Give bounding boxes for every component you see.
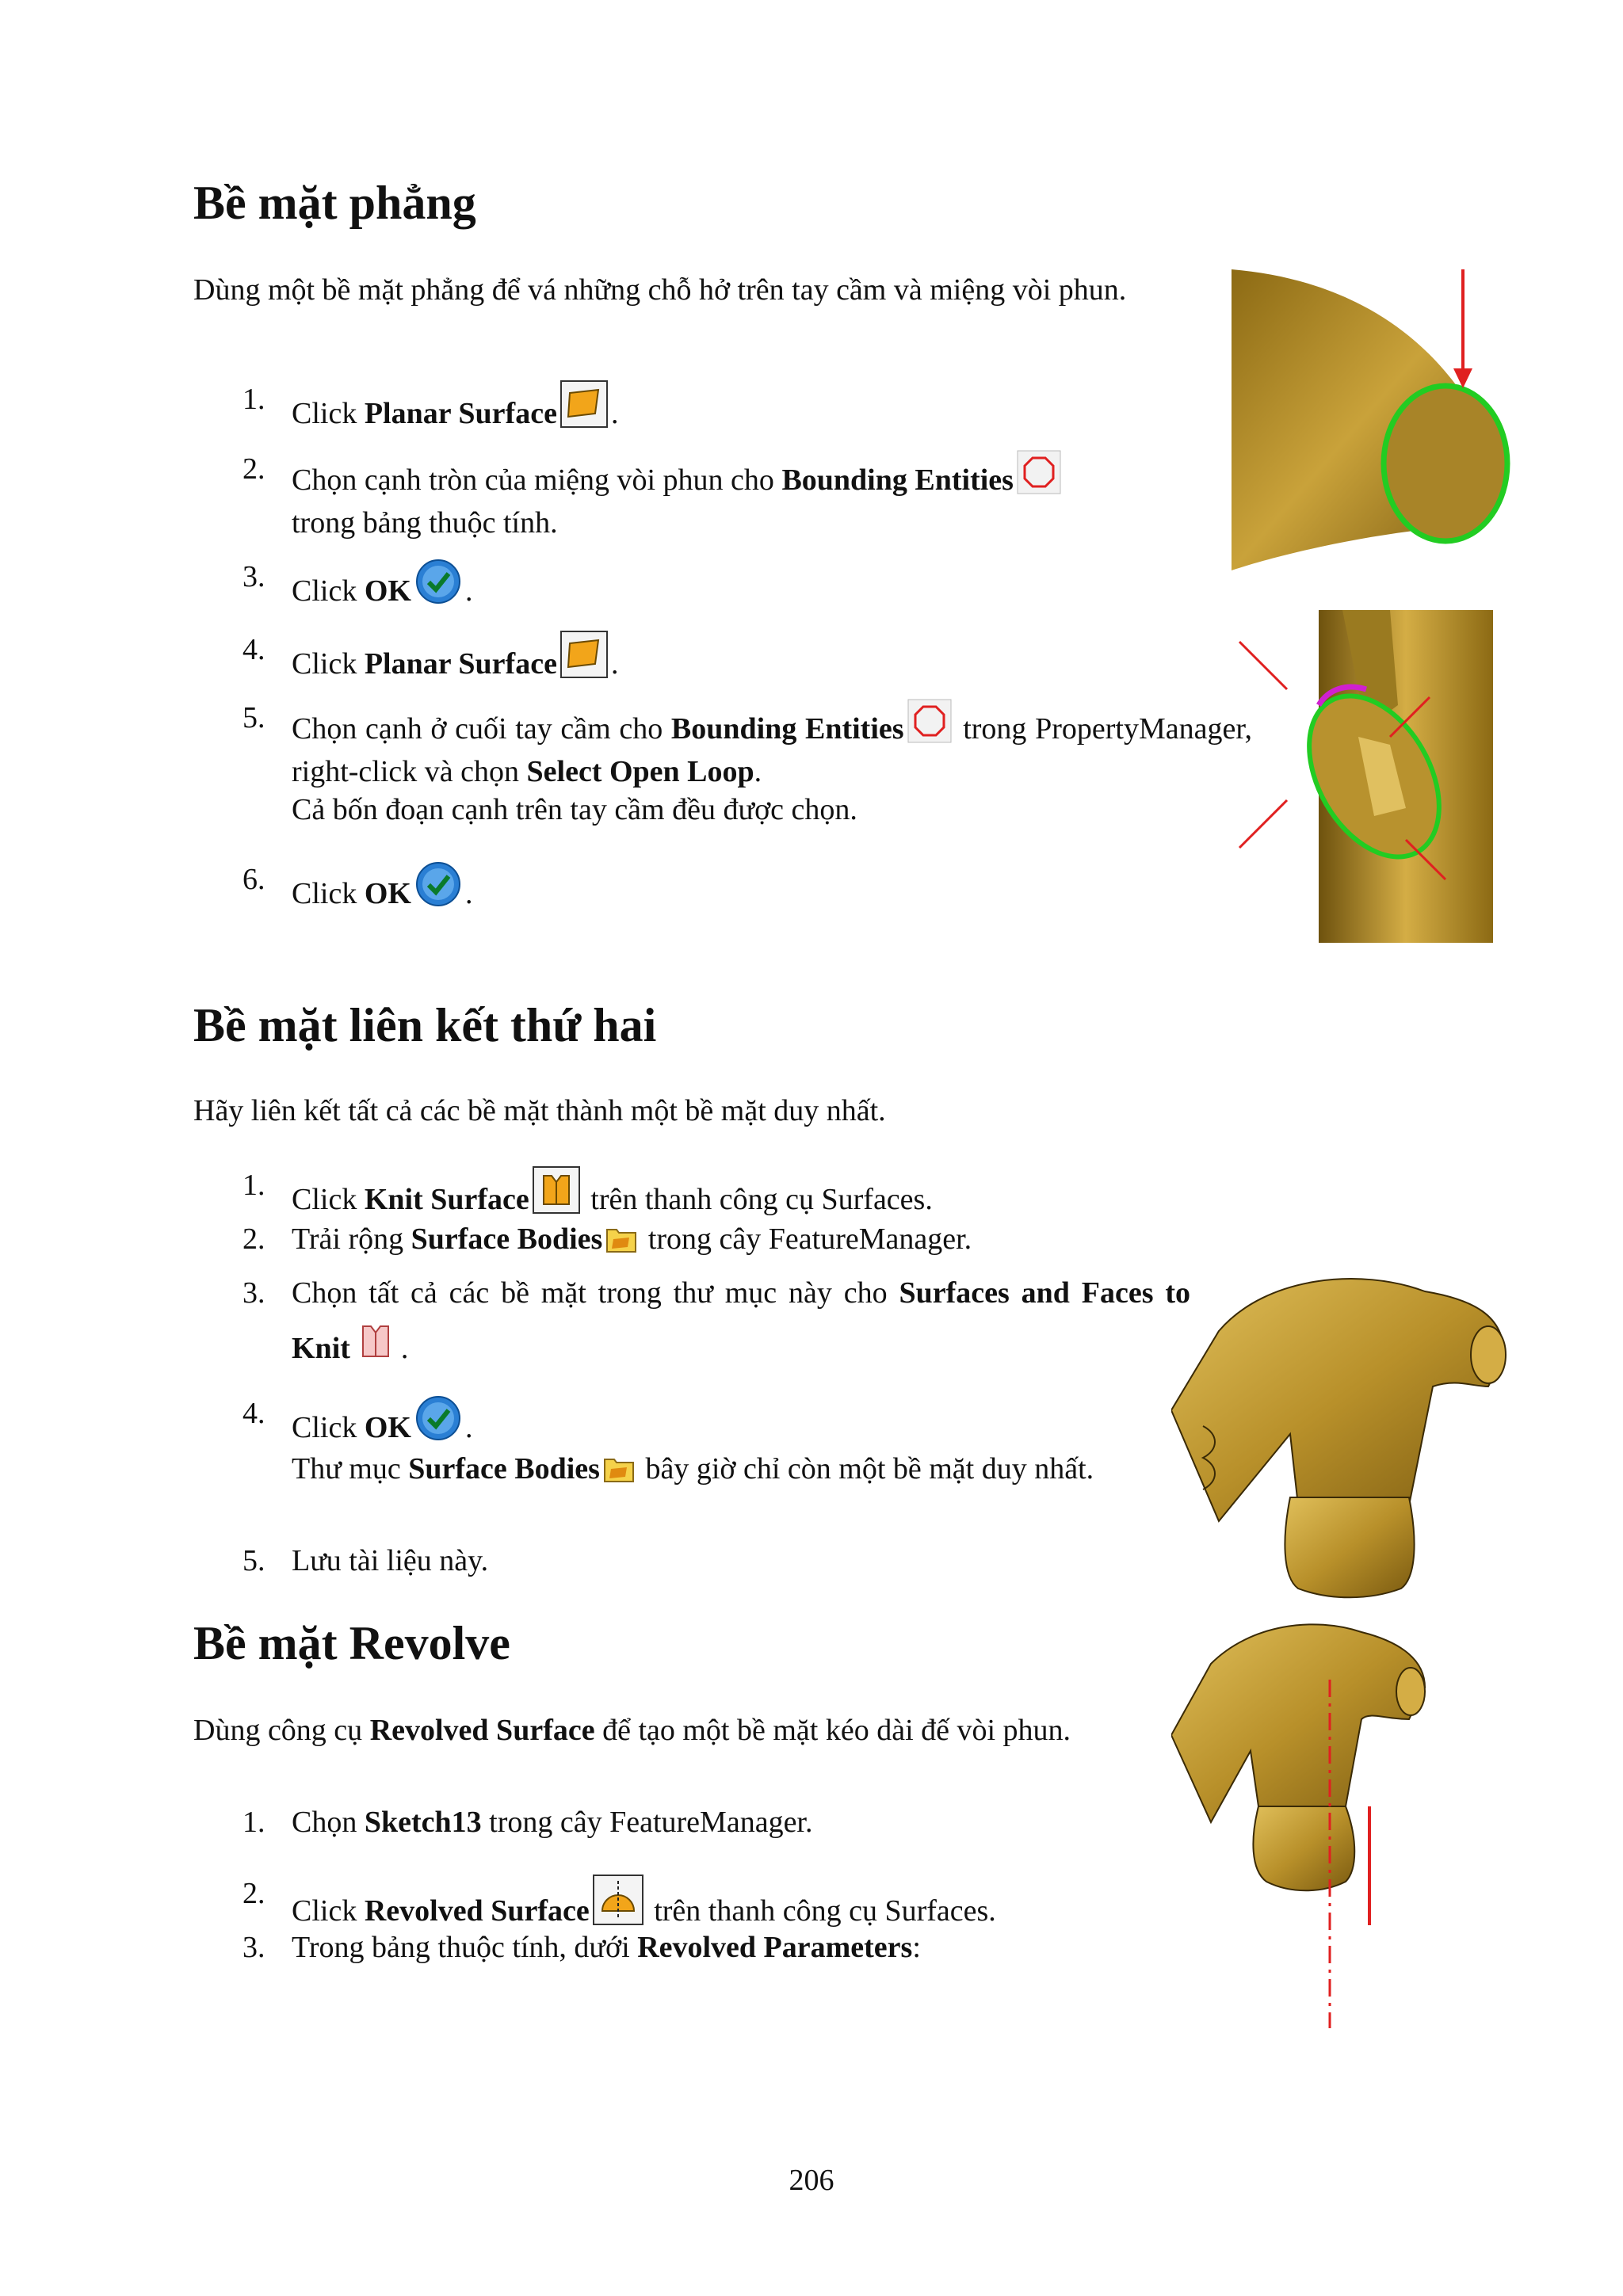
page-number: 206 [789,2164,834,2197]
revolved-surface-icon [593,1875,643,1935]
section-title-planar: Bề mặt phẳng [193,177,476,229]
step-bold: Planar Surface [364,647,557,681]
s2-note-4 [292,1450,1144,1493]
step-bold: Planar Surface [364,397,557,430]
step-text: Chọn tất cả các bề mặt trong thư mục này cho [292,1276,899,1310]
step-bold: OK [364,877,411,910]
step-bold: Revolved Parameters [637,1931,913,1964]
step-text: trên thanh công cụ Surfaces. [582,1183,933,1216]
step-bold: Sketch13 [364,1806,482,1839]
step-number: 1. [242,1169,265,1202]
step-text: trong cây FeatureManager. [481,1806,813,1839]
step-number: 2. [242,1877,265,1910]
knit-surface-icon [533,1166,580,1223]
step-text: Click [292,1183,365,1216]
figure-revolve-sketch [1171,1616,1441,2032]
note-bold: Surface Bodies [408,1452,600,1486]
step-number: 3. [242,1276,265,1310]
section-title-revolve: Bề mặt Revolve [193,1617,510,1669]
step-text: Click [292,397,365,430]
step-text: Chọn cạnh tròn của miệng vòi phun cho [292,463,782,497]
step-bold: Surface Bodies [411,1222,603,1256]
step-number: 2. [242,1222,265,1256]
step-text: Click [292,1411,365,1444]
ok-check-icon [414,558,462,615]
step-bold: Surfaces and Faces to Knit [292,1276,1191,1365]
step-number: 1. [242,1806,265,1839]
intro-text: Dùng công cụ [193,1714,370,1747]
step-text: trong PropertyManager, right-click và chọn [292,712,1252,788]
step-text: Trong bảng thuộc tính, dưới [292,1931,638,1964]
section2-intro: Hãy liên kết tất cả các bề mặt thành một bề mặt duy nhất. [193,1094,886,1127]
step-text: Click [292,1894,365,1928]
step-text: trong cây FeatureManager. [640,1222,972,1256]
figure-handle-loop [1232,610,1493,947]
figure-knitted-body [1171,1268,1520,1604]
step-text: Trải rộng [292,1222,411,1256]
step-text: : [912,1931,921,1964]
step-text: . [464,1411,473,1444]
step-text: Click [292,877,365,910]
ok-check-icon [414,1394,462,1451]
step-bold: Revolved Surface [364,1894,590,1928]
bounding-entities-icon [1017,450,1061,504]
step-bold: Bounding Entities [670,712,904,746]
surface-bodies-folder-icon [603,1455,635,1493]
s1-note-5: Cả bốn đoạn cạnh trên tay cầm đều được chọn. [292,793,857,826]
surface-bodies-folder-icon [605,1225,637,1263]
step-text: . [610,397,619,430]
step-number: 4. [242,633,265,666]
step-number: 3. [242,560,265,593]
intro-bold: Revolved Surface [369,1714,595,1747]
section3-intro [193,1711,1143,1749]
step-number: 5. [242,701,265,734]
step-number: 5. [242,1544,265,1577]
step-number: 4. [242,1397,265,1430]
planar-surface-icon [560,380,608,437]
step-number: 1. [242,383,265,416]
section-title-knit: Bề mặt liên kết thứ hai [193,999,657,1051]
step-text: Chọn [292,1806,365,1839]
faces-to-knit-icon [353,1318,398,1379]
step-text: . [464,877,473,910]
intro-text: để tạo một bề mặt kéo dài đế vòi phun. [594,1714,1071,1747]
bounding-entities-icon [907,699,952,753]
step-text: trong bảng thuộc tính. [292,506,558,540]
step-text: . [400,1332,409,1365]
step-text: Lưu tài liệu này. [292,1544,489,1577]
step-number: 3. [242,1931,265,1964]
planar-surface-icon [560,631,608,688]
figure-spout-opening [1232,269,1517,574]
step-bold: OK [364,1411,411,1444]
note-text: Thư mục [292,1452,409,1486]
step-bold: OK [364,574,411,608]
step-text: trên thanh công cụ Surfaces. [646,1894,996,1928]
note-text: bây giờ chỉ còn một bề mặt duy nhất. [637,1452,1094,1486]
step-text: Click [292,647,365,681]
step-text: Click [292,574,365,608]
step-bold: Bounding Entities [781,463,1014,497]
step-text: . [464,574,473,608]
step-number: 6. [242,863,265,896]
step-bold: Select Open Loop [526,755,754,788]
step-number: 2. [242,452,265,486]
section1-intro: Dùng một bề mặt phẳng để vá những chỗ hở trên tay cầm và miệng vòi phun. [193,273,1127,307]
step-bold: Knit Surface [364,1183,529,1216]
step-text: Chọn cạnh ở cuối tay cầm cho [292,712,671,746]
step-text: . [754,755,762,788]
step-text: . [610,647,619,681]
ok-check-icon [414,860,462,917]
